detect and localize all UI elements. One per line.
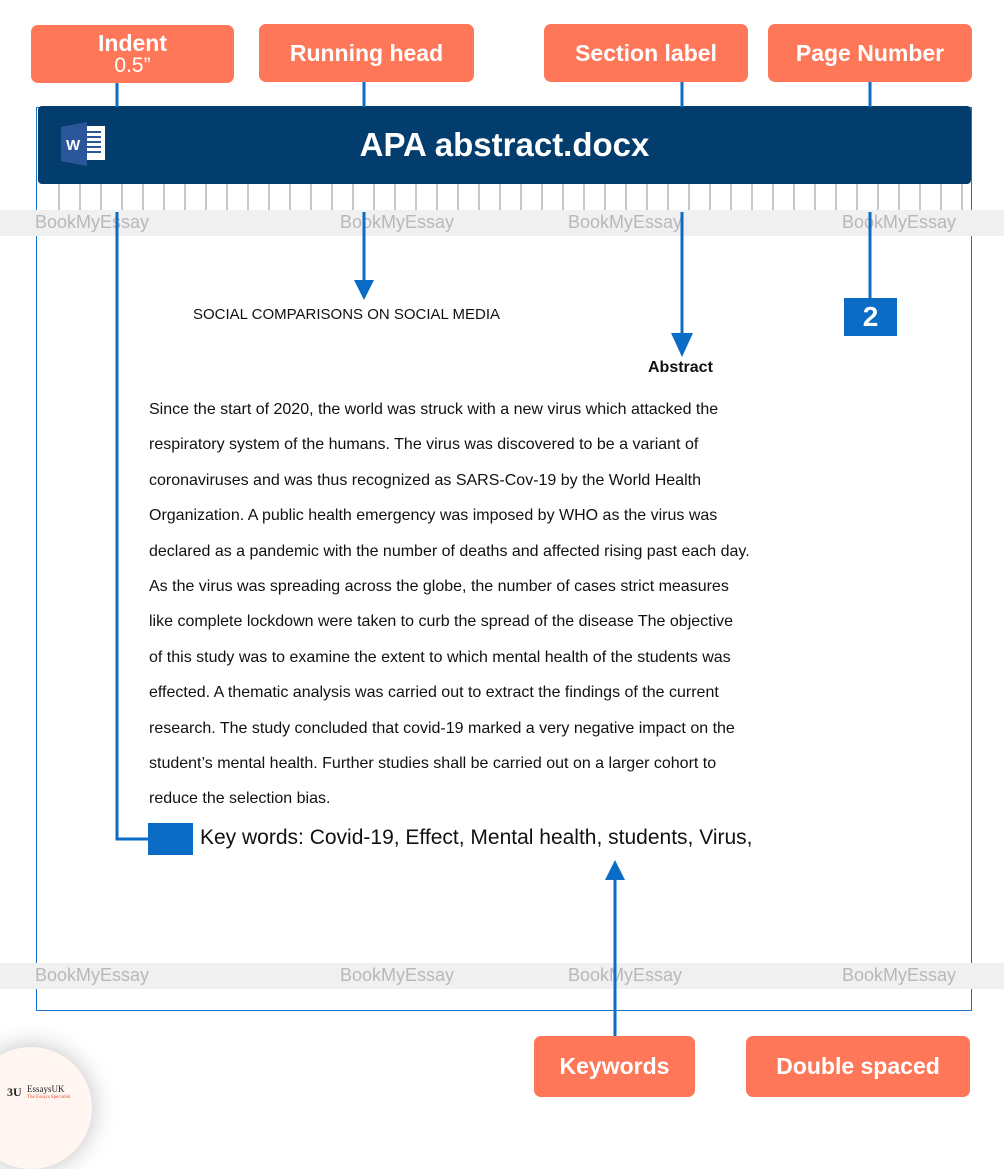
logo-icon: 3U (7, 1085, 22, 1099)
abstract-line: effected. A thematic analysis was carried out to extract the findings of the current (149, 684, 719, 702)
abstract-line: respiratory system of the humans. The virus was discovered to be a variant of (149, 436, 699, 454)
svg-text:W: W (66, 137, 81, 154)
document-title: APA abstract.docx (359, 126, 650, 163)
indent-label: Indent (98, 30, 167, 56)
page-number-label: Page Number (795, 39, 945, 66)
keywords-line: Key words: Covid-19, Effect, Mental health, students, Virus, (200, 826, 753, 849)
watermark: BookMyEssay (340, 212, 455, 232)
abstract-line: of this study was to examine the extent to which mental health of the students was (149, 648, 731, 666)
watermark: BookMyEssay (35, 212, 150, 232)
keywords-label: Keywords (559, 1053, 670, 1079)
abstract-line: Since the start of 2020, the world was struck with a new virus which attacked the (149, 401, 719, 418)
section-label-label: Section label (575, 39, 717, 66)
page-number-box (844, 298, 897, 336)
watermark: BookMyEssay (568, 965, 683, 985)
abstract-line: like complete lockdown were taken to curb the spread of the disease The objective (149, 613, 734, 631)
abstract-line: coronaviruses and was thus recognized as SARS-Cov-19 by the World Health (149, 471, 701, 489)
watermark: BookMyEssay (340, 965, 455, 985)
indent-value: 0.5” (114, 54, 151, 77)
double-spaced-label: Double spaced (776, 1053, 940, 1079)
watermark: BookMyEssay (842, 965, 957, 985)
abstract-line: Organization. A public health emergency was imposed by WHO as the virus was (149, 507, 718, 525)
abstract-line: research. The study concluded that covid-19 marked a very negative impact on the (149, 719, 735, 737)
abstract-line: student’s mental health. Further studies shall be carried out on a larger cohort to (149, 755, 717, 772)
logo-tagline: The Essays Specialist (27, 1095, 71, 1100)
logo-name: EssaysUK (27, 1084, 65, 1094)
running-head-label: Running head (289, 39, 444, 66)
watermark: BookMyEssay (35, 965, 150, 985)
section-heading: Abstract (648, 359, 713, 376)
abstract-line: reduce the selection bias. (149, 790, 331, 808)
watermark: BookMyEssay (568, 212, 683, 232)
running-head: SOCIAL COMPARISONS ON SOCIAL MEDIA (193, 306, 501, 323)
abstract-line: declared as a pandemic with the number of deaths and affected rising past each day. (149, 542, 750, 560)
abstract-line: As the virus was spreading across the globe, the number of cases strict measures (149, 578, 729, 595)
watermark: BookMyEssay (842, 212, 957, 232)
page-number: 2 (862, 301, 879, 332)
